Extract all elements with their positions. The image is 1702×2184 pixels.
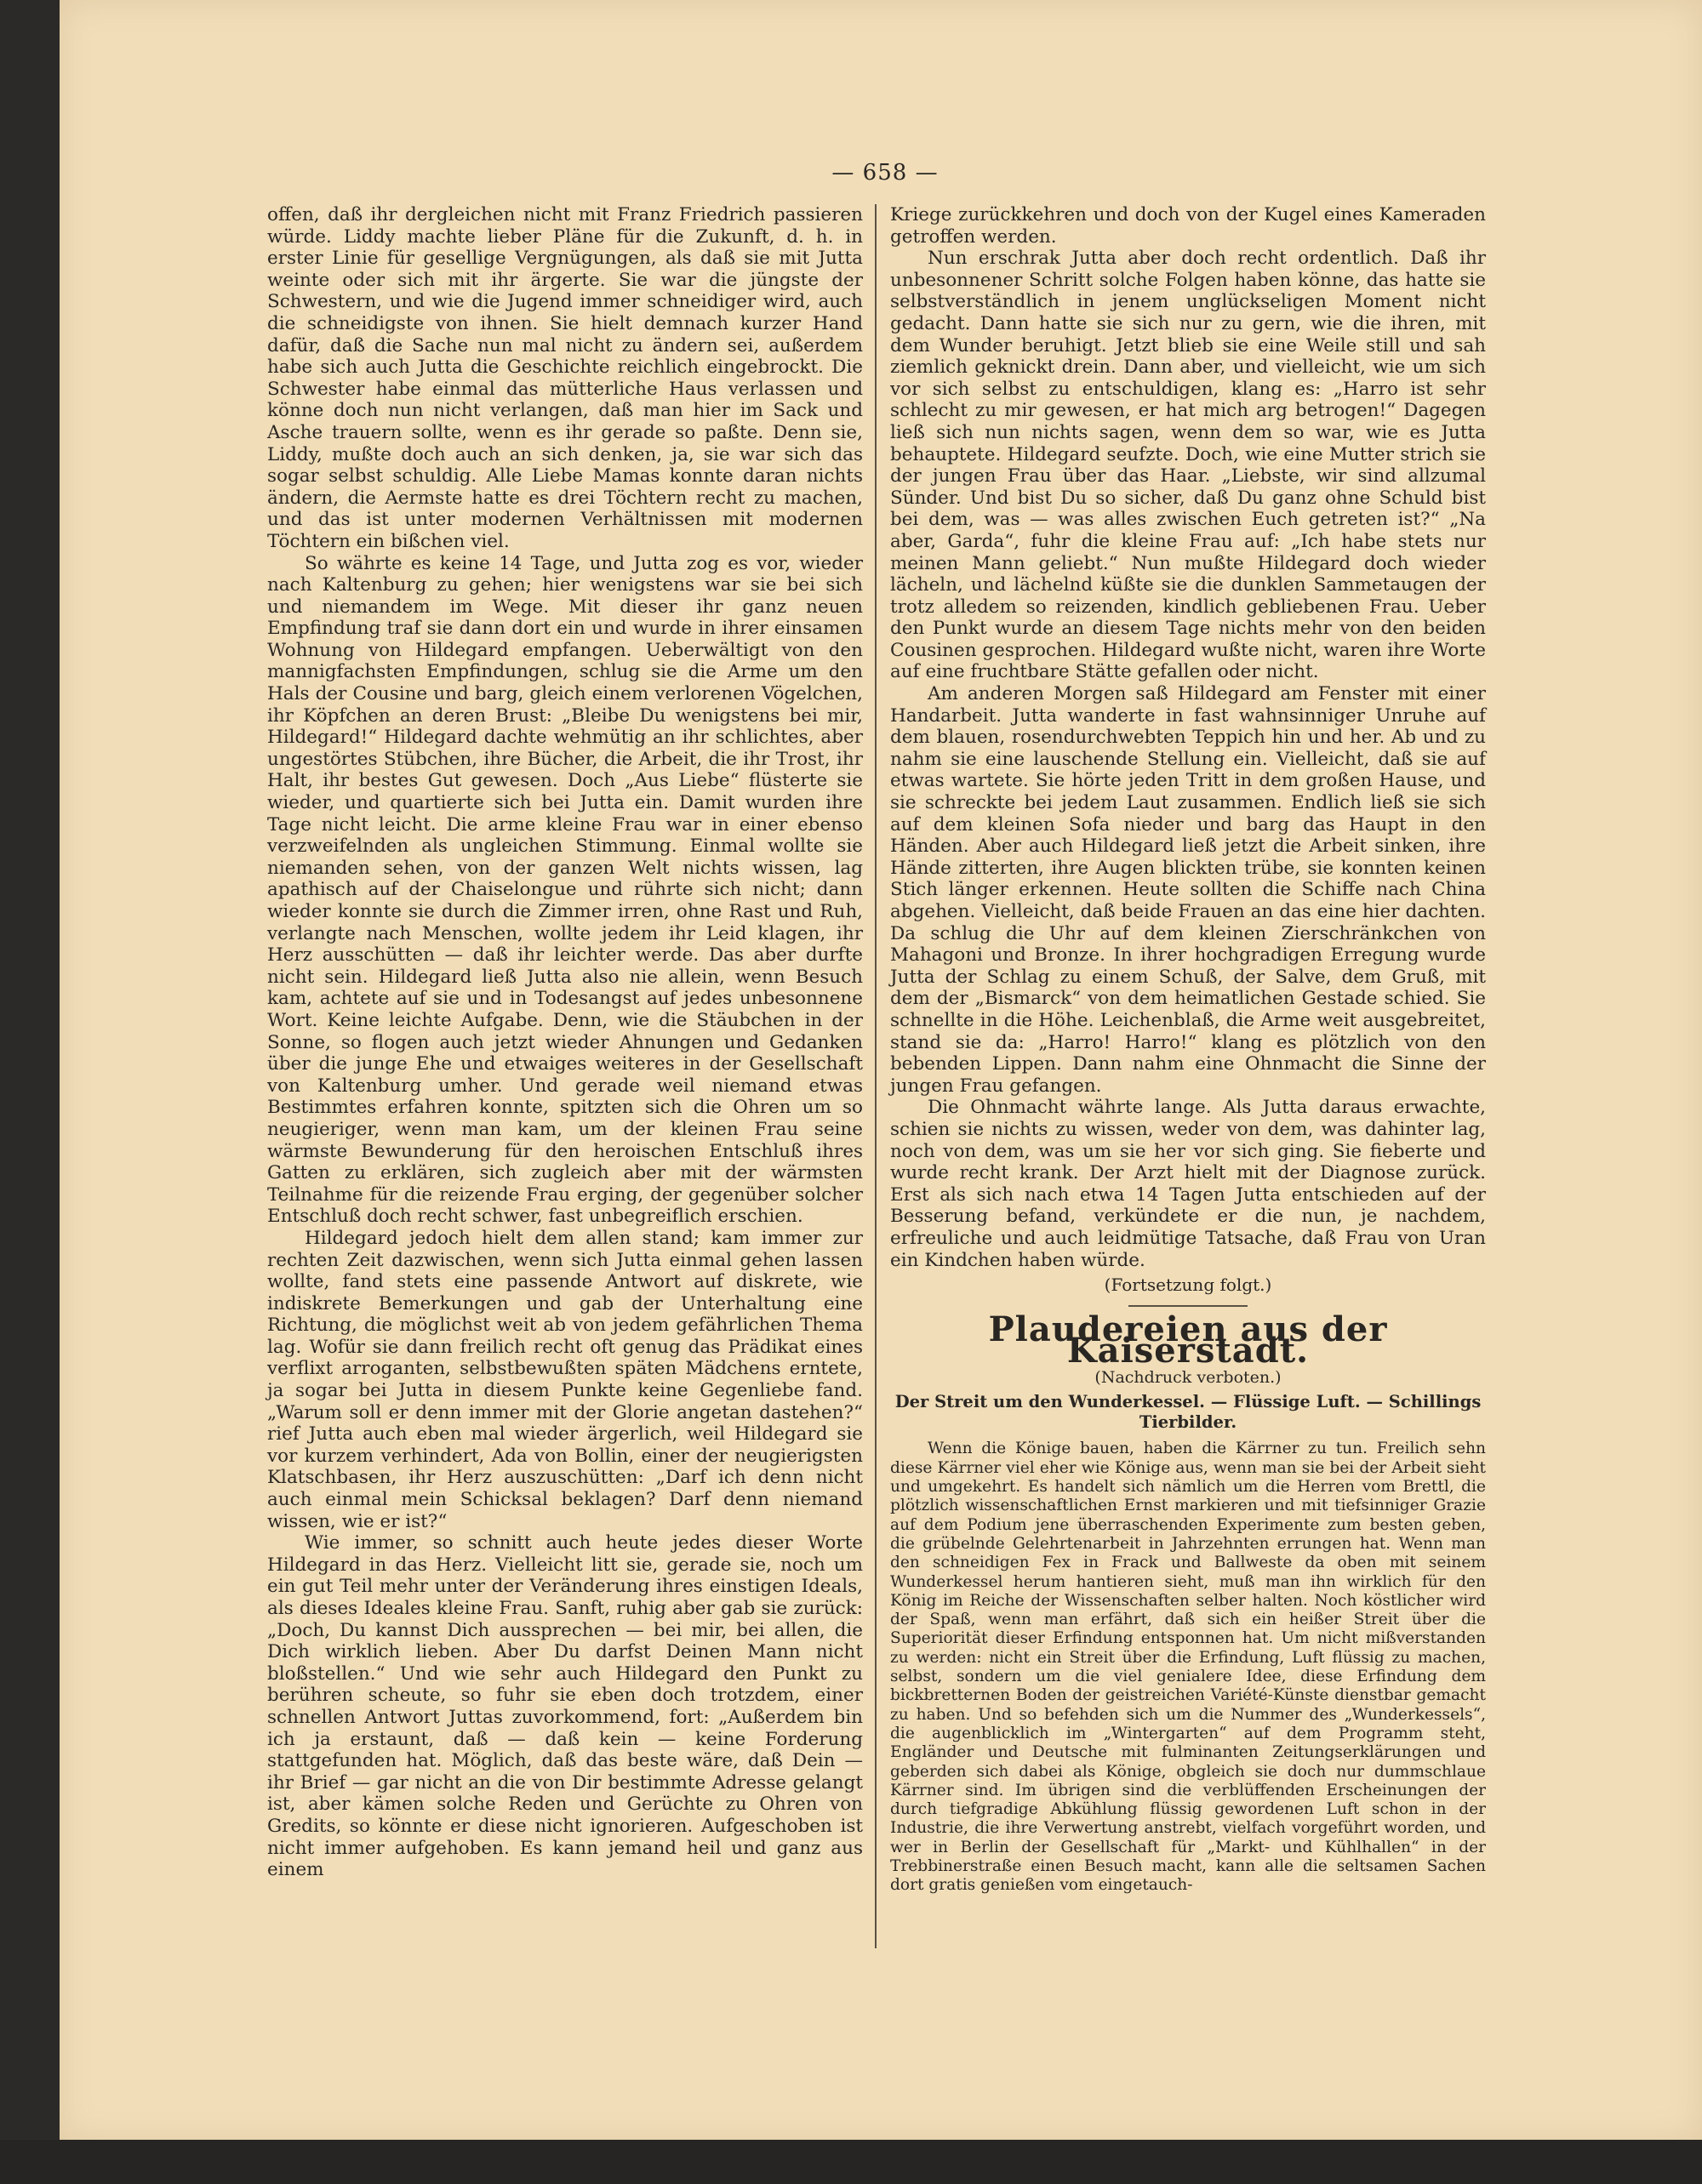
article-title: Plaudereien aus der Kaiserstadt. [988,1309,1388,1371]
scan-left-edge [0,0,61,2184]
paragraph: Nun erschrak Jutta aber doch recht ordentlich. Daß ihr unbesonnener Schritt solche Folgen haben könne, das hatte sie selbstverständlich in jenem unglückseligen Moment nicht gedacht. Dann hatte sie sich nur zu gern, wie die ihren, mit dem Wunder beruhigt. Jetzt blieb sie eine Weile still und sah ziemlich geknickt drein. Dann aber, und vielleicht, wie um sich vor sich selbst zu entschuldigen, klang es: „Harro ist sehr schlecht zu mir gewesen, er hat mich arg betrogen!“ Dagegen ließ sich nun nichts sagen, wenn dem so war, wie es Jutta behauptete. Hildegard seufzte. Doch, wie eine Mutter strich sie der jungen Frau über das Haar. „Liebste, wir sind allzumal Sünder. Und bist Du so sicher, daß Du ganz ohne Schuld bist bei dem, was — was alles zwischen Euch getreten ist?“ „Na aber, Garda“, fuhr die kleine Frau auf: „Ich habe stets nur meinen Mann geliebt.“ Nun mußte Hildegard doch wieder lächeln, und lächelnd küßte sie die dunklen Sammetaugen der trotz alledem so reizenden, kindlich gebliebenen Frau. Ueber den Punkt wurde an diesem Tage nichts mehr von den beiden Cousinen gesprochen. Hildegard wußte nicht, waren ihre Worte auf eine fruchtbare Stätte gefallen oder nicht. [890,248,1486,683]
paragraph: Kriege zurückkehren und doch von der Kugel eines Kameraden getroffen werden. [890,204,1486,248]
paragraph: Die Ohnmacht währte lange. Als Jutta daraus erwachte, schien sie nichts zu wissen, weder von dem, was dahinter lag, noch von dem, was um sie her vor sich ging. Sie fieberte und wurde recht krank. Der Arzt hielt mit der Diagnose zurück. Erst als sich nach etwa 14 Tagen Jutta entschieden auf der Besserung befand, verkündete er die nun, je nachdem, erfreuliche und auch leidmütige Tatsache, daß Frau von Uran ein Kindchen haben würde. [890,1097,1486,1271]
column-divider [875,204,877,1948]
section-divider [1128,1305,1248,1307]
scan-bottom-edge [0,2140,1702,2184]
paragraph: offen, daß ihr dergleichen nicht mit Franz Friedrich passieren würde. Liddy machte lieber Pläne für die Zukunft, d. h. in erster Linie für gesellige Vergnügungen, als daß sie mit Jutta weinte oder sich mit ihr ärgerte. Sie war die jüngste der Schwestern, und wie die Jugend immer schneidiger wird, auch die schneidigste von ihnen. Sie hielt demnach kurzer Hand dafür, daß die Sache nun mal nicht zu ändern sei, außerdem habe sich auch Jutta die Geschichte reichlich eingebrockt. Die Schwester habe einmal das mütterliche Haus verlassen und könne doch nun nicht verlangen, daß man hier im Sack und Asche trauern sollte, wenn es ihr gerade so paßte. Denn sie, Liddy, mußte doch auch an sich denken, ja, sie war sich das sogar selbst schuldig. Alle Liebe Mamas konnte daran nichts ändern, die Aermste hatte es drei Töchtern recht zu machen, und das ist unter modernen Verhältnissen mit modernen Töchtern ein bißchen viel. [267,204,863,552]
left-column [267,204,863,1881]
article-subtitle: Der Streit um den Wunderkessel. — Flüssige Luft. — Schillings Tierbilder. [894,1392,1482,1433]
paragraph: Hildegard jedoch hielt dem allen stand; kam immer zur rechten Zeit dazwischen, wenn sich Jutta einmal gehen lassen wollte, fand stets eine passende Antwort auf diskrete, wie indiskrete Bemerkungen und gab der Unterhaltung eine Richtung, die möglichst weit ab von jedem gefährlichen Thema lag. Wofür sie dann freilich recht oft genug das Prädikat eines verflixt arroganten, selbstbewußten späten Mädchens erntete, ja sogar bei Jutta in diesem Punkte keine Gegenliebe fand. „Warum soll er denn immer mit der Glorie angetan dastehen?“ rief Jutta auch eben mal wieder ärgerlich, weil Hildegard sie vor kurzem verhindert, Ada von Bollin, einer der neugierigsten Klatschbasen, ihr Herz auszuschütten: „Darf ich denn nicht auch einmal mein Schicksal beklagen? Darf denn niemand wissen, wie er ist?“ [267,1227,863,1532]
paragraph: Wie immer, so schnitt auch heute jedes dieser Worte Hildegard in das Herz. Vielleicht litt sie, gerade sie, noch um ein gut Teil mehr unter der Veränderung ihres einstigen Ideals, als dieses Ideales kleine Frau. Sanft, ruhig aber gab sie zurück: „Doch, Du kannst Dich aussprechen — bei mir, bei allen, die Dich wirklich lieben. Aber Du darfst Deinen Mann nicht bloßstellen.“ Und wie sehr auch Hildegard den Punkt zu berühren scheute, so fuhr sie eben doch trotzdem, einer schnellen Antwort Juttas zuvorkommend, fort: „Außerdem bin ich ja erstaunt, daß — daß kein — keine Forderung stattgefunden hat. Möglich, daß das beste wäre, daß Dein — ihr Brief — gar nicht an die von Dir bestimmte Adresse gelangt ist, aber kämen solche Reden und Gerüchte zu Ohren von Gredits, so könnte er diese nicht ignorieren. Aufgeschoben ist nicht immer aufgehoben. Es kann jemand heil und ganz aus einem [267,1532,863,1881]
article-body: Wenn die Könige bauen, haben die Kärrner zu tun. Freilich sehn diese Kärrner viel eher wie Könige aus, wenn man sie bei der Arbeit sieht und umgekehrt. Es handelt sich nämlich um die Herren vom Brettl, die plötzlich wissenschaftlichen Ernst markieren und mit tiefsinniger Grazie auf dem Podium jene überraschenden Experimente zum besten geben, die grübelnde Gelehrtenarbeit in Jahrzehnten errungen hat. Wenn man den schneidigen Fex in Frack und Ballweste da oben mit seinem Wunderkessel herum hantieren sieht, muß man ihn wirklich für den König im Reiche der Wissenschaften selber halten. Noch köstlicher wird der Spaß, wenn man erfährt, daß sich ein heißer Streit über die Superiorität dieser Erfindung entsponnen hat. Um nicht mißverstanden zu werden: nicht ein Streit über die Erfindung, Luft flüssig zu machen, selbst, sondern um die viel genialere Idee, diese Erfindung dem bickbretternen Boden der geistreichen Variété-Künste dienstbar gemacht zu haben. Und so befehden sich um die Nummer des „Wunderkessels“, die augenblicklich im „Wintergarten“ auf dem Programm steht, Engländer und Deutsche mit fulminanten Zeitungserklärungen und geberden sich dabei als Könige, obgleich sie doch nur dummschlaue Kärrner sind. Im übrigen sind die verblüffenden Erscheinungen der durch tiefgradige Abkühlung flüssig gewordenen Luft schon in der Industrie, die ihre Verwertung anstrebt, vielfach vorgeführt worden, und wer in Berlin der Gesellschaft für „Markt- und Kühlhallen“ in der Trebbinerstraße einen Besuch macht, kann alle die seltsamen Sachen dort gratis genießen vom eingetauch- [890,1440,1486,1895]
continuation-note: (Fortsetzung folgt.) [1104,1274,1272,1296]
paragraph: Am anderen Morgen saß Hildegard am Fenster mit einer Handarbeit. Jutta wanderte in fast wahnsinniger Unruhe auf dem blauen, rosendurchwebten Teppich hin und her. Ab und zu nahm sie eine lauschende Stellung ein. Vielleicht, daß sie auf etwas wartete. Sie hörte jeden Tritt in dem großen Hause, und sie schreckte bei jedem Laut zusammen. Endlich ließ sie sich auf dem kleinen Sofa nieder und barg das Haupt in den Händen. Aber auch Hildegard ließ jetzt die Arbeit sinken, ihre Hände zitterten, ihre Augen blickten trübe, sie konnten keinen Stich länger erkennen. Heute sollten die Schiffe nach China abgehen. Vielleicht, daß beide Frauen an das eine hier dachten. Da schlug die Uhr auf dem kleinen Zierschränkchen von Mahagoni und Bronze. In ihrer hochgradigen Erregung wurde Jutta der Schlag zu einem Schuß, der Salve, dem Gruß, mit dem der „Bismarck“ von dem heimatlichen Gestade schied. Sie schnellte in die Höhe. Leichenblaß, die Arme weit ausgebreitet, stand sie da: „Harro! Harro!“ klang es plötzlich von den bebenden Lippen. Dann nahm eine Ohnmacht die Sinne der jungen Frau gefangen. [890,683,1486,1097]
page-number: — 658 — [831,160,939,185]
paragraph: So währte es keine 14 Tage, und Jutta zog es vor, wieder nach Kaltenburg zu gehen; hier wenigstens war sie bei sich und niemandem im Wege. Mit dieser ihr ganz neuen Empfindung traf sie dann dort ein und wurde in ihrer einsamen Wohnung von Hildegard empfangen. Ueberwältigt von den mannigfachsten Empfindungen, schlug sie die Arme um den Hals der Cousine und barg, gleich einem verlorenen Vögelchen, ihr Köpfchen an deren Brust: „Bleibe Du wenigstens bei mir, Hildegard!“ Hildegard dachte wehmütig an ihr schlichtes, aber ungestörtes Stübchen, ihre Bücher, die Arbeit, die ihr Trost, ihr Halt, ihr bestes Gut gewesen. Doch „Aus Liebe“ flüsterte sie wieder, und quartierte sich bei Jutta ein. Damit wurden ihre Tage nicht leicht. Die arme kleine Frau war in einer ebenso verzweifelnden als ungleichen Stimmung. Einmal wollte sie niemanden sehen, von der ganzen Welt nichts wissen, lag apathisch auf der Chaiselongue und rührte sich nicht; dann wieder konnte sie durch die Zimmer irren, ohne Rast und Ruh, verlangte nach Menschen, wollte jedem ihr Leid klagen, ihr Herz ausschütten — daß ihr leichter werde. Das aber durfte nicht sein. Hildegard ließ Jutta also nie allein, wenn Besuch kam, achtete auf sie und in Todesangst auf jedes unbesonnene Wort. Keine leichte Aufgabe. Denn, wie die Stäubchen in der Sonne, so flogen auch jetzt wieder Ahnungen und Gedanken über die junge Ehe und etwaiges weiteres in der Gesellschaft von Kaltenburg umher. Und gerade weil niemand etwas Bestimmtes erfahren konnte, spitzten sich die Ohren um so neugieriger, wenn man kam, um der kleinen Frau seine wärmste Bewunderung für den heroischen Entschluß ihres Gatten zu erklären, sich zugleich aber mit der wärmsten Teilnahme für die reizende Frau erging, der gegenüber solcher Entschluß doch recht schwer, fast unbegreiflich erschien. [267,552,863,1228]
reprint-note: (Nachdruck verboten.) [1094,1367,1282,1387]
right-column [890,204,1486,1896]
